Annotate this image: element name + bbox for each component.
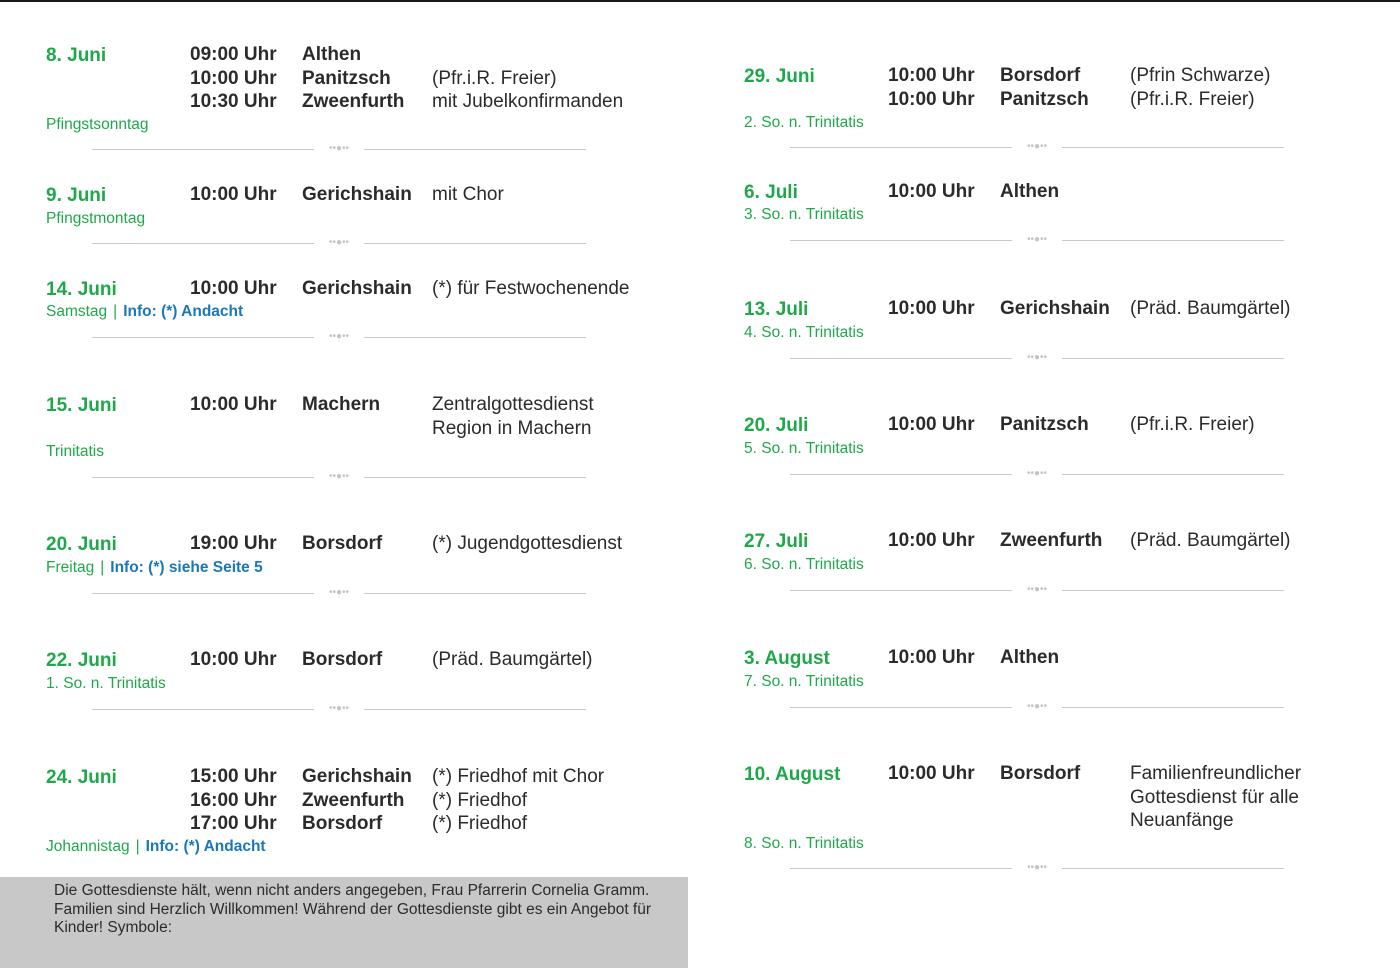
service-time: 10:00 Uhr bbox=[888, 414, 975, 435]
service-note: (Pfr.i.R. Freier) bbox=[1130, 414, 1255, 435]
service-note: (*) Friedhof bbox=[432, 789, 528, 811]
divider-dots-icon: ••●•• bbox=[1026, 862, 1048, 873]
divider-line bbox=[1062, 868, 1284, 869]
service-date: 29. Juni bbox=[744, 66, 815, 87]
liturgical-day bbox=[744, 114, 864, 132]
liturgical-day-label: 4. So. n. Trinitatis bbox=[744, 324, 864, 341]
liturgical-day-label: Trinitatis bbox=[46, 443, 104, 460]
service-date: 22. Juni bbox=[46, 650, 117, 671]
ornament-divider bbox=[92, 589, 586, 599]
service-time: 10:00 Uhr bbox=[888, 298, 975, 319]
service-date: 20. Juni bbox=[46, 534, 117, 555]
liturgical-day bbox=[46, 210, 145, 228]
service-time: 10:00 Uhr bbox=[190, 278, 277, 299]
divider-line bbox=[364, 477, 586, 478]
service-time: 10:00 Uhr bbox=[888, 530, 975, 551]
service-date: 9. Juni bbox=[46, 185, 107, 206]
service-note: (*) Friedhof bbox=[432, 813, 528, 834]
service-note: Zentralgottesdienst bbox=[432, 394, 594, 415]
divider-line bbox=[92, 593, 314, 594]
info-note: Info: (*) Andacht bbox=[123, 303, 244, 320]
ornament-divider bbox=[92, 239, 586, 249]
divider-line bbox=[1062, 240, 1284, 241]
divider-line bbox=[1062, 147, 1284, 148]
divider-line bbox=[790, 147, 1012, 148]
service-place: Borsdorf bbox=[302, 813, 383, 834]
divider-line bbox=[790, 868, 1012, 869]
divider-line bbox=[92, 337, 314, 338]
ornament-divider bbox=[92, 145, 586, 155]
ornament-divider bbox=[790, 470, 1284, 480]
divider-dots-icon: ••●•• bbox=[1026, 701, 1048, 712]
divider-dots-icon: ••●•• bbox=[1026, 468, 1048, 479]
divider-line bbox=[92, 477, 314, 478]
divider-line bbox=[92, 243, 314, 244]
service-time: 10:00 Uhr bbox=[888, 65, 975, 86]
divider-line bbox=[364, 709, 586, 710]
top-rule bbox=[0, 0, 1400, 2]
service-time: 10:00 Uhr bbox=[888, 763, 975, 784]
divider-line bbox=[364, 337, 586, 338]
service-note: (Pfrin Schwarze) bbox=[1130, 65, 1271, 86]
divider-dots-icon: ••●•• bbox=[328, 331, 350, 342]
service-note: Region in Machern bbox=[432, 417, 592, 439]
divider-line bbox=[790, 707, 1012, 708]
liturgical-day-label: Freitag bbox=[46, 559, 95, 576]
liturgical-day-label: 7. So. n. Trinitatis bbox=[744, 673, 864, 690]
liturgical-day bbox=[46, 116, 149, 134]
liturgical-day bbox=[744, 556, 864, 574]
service-time: 10:00 Uhr bbox=[190, 649, 277, 670]
separator: | bbox=[100, 559, 105, 576]
divider-dots-icon: ••●•• bbox=[1026, 141, 1048, 152]
divider-line bbox=[364, 243, 586, 244]
liturgical-day-label: Pfingstmontag bbox=[46, 210, 146, 227]
liturgical-day bbox=[744, 673, 864, 691]
service-time: 10:00 Uhr bbox=[190, 67, 277, 89]
divider-dots-icon: ••●•• bbox=[328, 587, 350, 598]
ornament-divider bbox=[790, 703, 1284, 713]
liturgical-day bbox=[744, 835, 864, 853]
divider-line bbox=[92, 149, 314, 150]
service-note: Gottesdienst für alle bbox=[1130, 786, 1299, 808]
service-place: Gerichshain bbox=[1000, 298, 1110, 319]
service-time: 10:00 Uhr bbox=[190, 394, 277, 415]
service-date: 20. Juli bbox=[744, 415, 809, 436]
separator: | bbox=[113, 303, 118, 320]
service-place: Panitzsch bbox=[1000, 414, 1089, 435]
ornament-divider bbox=[790, 864, 1284, 874]
service-time: 10:00 Uhr bbox=[888, 647, 975, 668]
divider-line bbox=[790, 240, 1012, 241]
service-place: Zweenfurth bbox=[302, 789, 405, 811]
service-note: (*) Jugendgottesdienst bbox=[432, 533, 623, 554]
liturgical-day-label: 3. So. n. Trinitatis bbox=[744, 206, 864, 223]
service-note: (Präd. Baumgärtel) bbox=[432, 649, 593, 670]
service-date: 8. Juni bbox=[46, 45, 107, 66]
info-note: Info: (*) siehe Seite 5 bbox=[110, 559, 263, 576]
service-time: 19:00 Uhr bbox=[190, 533, 277, 554]
ornament-divider bbox=[92, 473, 586, 483]
divider-line bbox=[1062, 474, 1284, 475]
liturgical-day-label: Johannistag bbox=[46, 838, 130, 855]
liturgical-day-label: 6. So. n. Trinitatis bbox=[744, 556, 864, 573]
service-date: 13. Juli bbox=[744, 299, 809, 320]
ornament-divider bbox=[790, 354, 1284, 364]
liturgical-day bbox=[46, 838, 266, 856]
liturgical-day bbox=[744, 440, 864, 458]
liturgical-day bbox=[744, 206, 864, 224]
service-place: Althen bbox=[302, 44, 362, 65]
service-time: 10:00 Uhr bbox=[190, 184, 277, 205]
liturgical-day-label: Samstag bbox=[46, 303, 108, 320]
liturgical-day-label: 2. So. n. Trinitatis bbox=[744, 114, 864, 131]
service-place: Borsdorf bbox=[302, 533, 383, 554]
service-date: 14. Juni bbox=[46, 279, 117, 300]
service-time: 10:00 Uhr bbox=[888, 88, 975, 110]
service-note: (Pfr.i.R. Freier) bbox=[1130, 88, 1255, 110]
service-time: 16:00 Uhr bbox=[190, 789, 277, 811]
divider-dots-icon: ••●•• bbox=[1026, 352, 1048, 363]
liturgical-day-label: 5. So. n. Trinitatis bbox=[744, 440, 864, 457]
divider-line bbox=[364, 593, 586, 594]
service-note: (*) Friedhof mit Chor bbox=[432, 766, 605, 787]
divider-dots-icon: ••●•• bbox=[1026, 234, 1048, 245]
service-note: Familienfreundlicher bbox=[1130, 763, 1302, 784]
liturgical-day bbox=[46, 675, 166, 693]
divider-dots-icon: ••●•• bbox=[328, 471, 350, 482]
info-note: Info: (*) Andacht bbox=[145, 838, 266, 855]
ornament-divider bbox=[92, 705, 586, 715]
divider-line bbox=[364, 149, 586, 150]
service-place: Zweenfurth bbox=[1000, 530, 1103, 551]
service-date: 27. Juli bbox=[744, 531, 809, 552]
service-note: Neuanfänge bbox=[1130, 810, 1234, 831]
service-note: (Präd. Baumgärtel) bbox=[1130, 298, 1291, 319]
ornament-divider bbox=[790, 586, 1284, 596]
divider-line bbox=[1062, 590, 1284, 591]
footer-text: Die Gottesdienste hält, wenn nicht anders angegeben, Frau Pfarrerin Cornelia Gramm. Familien sind Herzlich Willkommen! Während der Gottesdienste gibt es ein Angebot für Kinder! Symbole: bbox=[54, 882, 652, 936]
service-time: 10:30 Uhr bbox=[190, 91, 277, 112]
service-place: Borsdorf bbox=[302, 649, 383, 670]
liturgical-day-label: Pfingstsonntag bbox=[46, 116, 149, 133]
service-note: mit Jubelkonfirmanden bbox=[432, 91, 624, 112]
service-place: Zweenfurth bbox=[302, 91, 405, 112]
service-date: 6. Juli bbox=[744, 182, 798, 203]
divider-line bbox=[92, 709, 314, 710]
liturgical-day-label: 8. So. n. Trinitatis bbox=[744, 835, 864, 852]
service-place: Borsdorf bbox=[1000, 763, 1081, 784]
divider-line bbox=[790, 358, 1012, 359]
service-date: 24. Juni bbox=[46, 767, 117, 788]
divider-dots-icon: ••●•• bbox=[1026, 584, 1048, 595]
divider-line bbox=[1062, 707, 1284, 708]
divider-line bbox=[790, 590, 1012, 591]
service-date: 15. Juni bbox=[46, 395, 117, 416]
service-place: Panitzsch bbox=[1000, 88, 1089, 110]
liturgical-day bbox=[46, 303, 243, 321]
service-note: (Pfr.i.R. Freier) bbox=[432, 67, 557, 89]
divider-line bbox=[1062, 358, 1284, 359]
divider-line bbox=[790, 474, 1012, 475]
footer-note bbox=[0, 877, 688, 968]
ornament-divider bbox=[790, 143, 1284, 153]
service-time: 17:00 Uhr bbox=[190, 813, 277, 834]
service-date: 10. August bbox=[744, 764, 841, 785]
service-place: Althen bbox=[1000, 181, 1060, 202]
service-place: Gerichshain bbox=[302, 766, 412, 787]
liturgical-day bbox=[744, 324, 864, 342]
service-note: (Präd. Baumgärtel) bbox=[1130, 530, 1291, 551]
divider-dots-icon: ••●•• bbox=[328, 143, 350, 154]
service-time: 15:00 Uhr bbox=[190, 766, 277, 787]
ornament-divider bbox=[92, 333, 586, 343]
service-time: 09:00 Uhr bbox=[190, 44, 277, 65]
service-note: mit Chor bbox=[432, 184, 504, 205]
service-time: 10:00 Uhr bbox=[888, 181, 975, 202]
service-place: Gerichshain bbox=[302, 278, 412, 299]
service-place: Panitzsch bbox=[302, 67, 391, 89]
liturgical-day bbox=[46, 443, 104, 461]
divider-dots-icon: ••●•• bbox=[328, 237, 350, 248]
service-note: (*) für Festwochenende bbox=[432, 278, 630, 299]
service-place: Althen bbox=[1000, 647, 1060, 668]
service-date: 3. August bbox=[744, 648, 830, 669]
divider-dots-icon: ••●•• bbox=[328, 703, 350, 714]
ornament-divider bbox=[790, 236, 1284, 246]
service-place: Gerichshain bbox=[302, 184, 412, 205]
service-place: Machern bbox=[302, 394, 381, 415]
separator: | bbox=[135, 838, 140, 855]
liturgical-day bbox=[46, 559, 263, 577]
liturgical-day-label: 1. So. n. Trinitatis bbox=[46, 675, 166, 692]
service-place: Borsdorf bbox=[1000, 65, 1081, 86]
